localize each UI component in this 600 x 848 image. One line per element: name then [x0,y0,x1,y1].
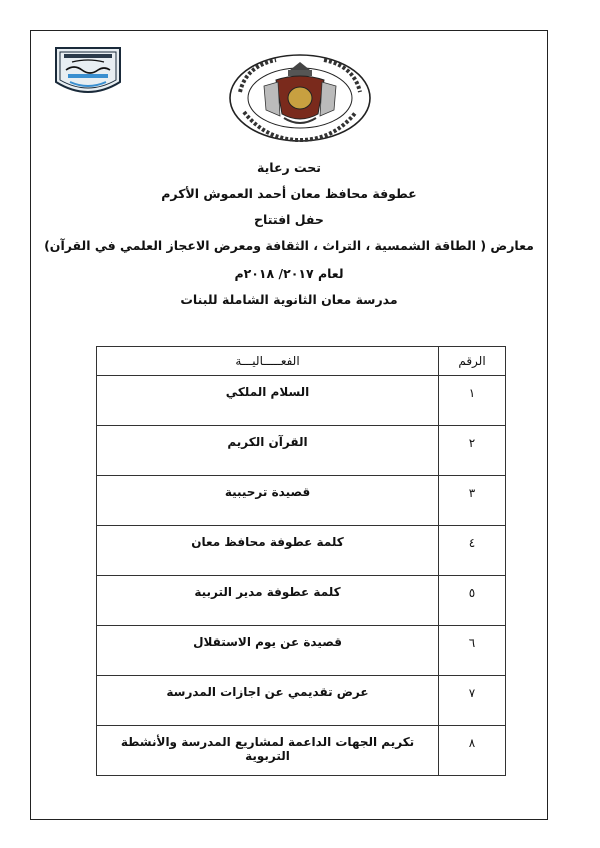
row-activity: تكريم الجهات الداعمة لمشاريع المدرسة والأنشطة التربوية [97,726,439,776]
row-activity: قصيدة ترحيبية [97,476,439,526]
row-number: ٧ [439,676,506,726]
row-number: ٢ [439,426,506,476]
row-number: ١ [439,376,506,426]
table-row [97,576,506,626]
column-header-number: الرقم [439,347,506,376]
row-activity: قصيدة عن يوم الاستقلال [97,626,439,676]
table-header-row [97,347,506,376]
table-row [97,476,506,526]
table-row [97,626,506,676]
row-activity: كلمة عطوفة مدير التربية [97,576,439,626]
row-number: ٣ [439,476,506,526]
school-heading: مدرسة معان الثانوية الشاملة للبنات [180,292,398,307]
table-row [97,526,506,576]
table-row [97,726,506,776]
patron-heading: عطوفة محافظ معان أحمد العموش الأكرم [161,186,417,201]
under-patronage-heading: تحت رعاية [257,160,321,175]
row-number: ٤ [439,526,506,576]
year-heading: لعام ٢٠١٧/ ٢٠١٨م [234,266,344,281]
row-number: ٥ [439,576,506,626]
table-row [97,426,506,476]
row-activity: القرآن الكريم [97,426,439,476]
program-table [96,346,506,776]
exhibitions-heading: معارض ( الطاقة الشمسية ، التراث ، الثقافة ومعرض الاعجاز العلمي في القرآن) [44,238,534,253]
row-number: ٨ [439,726,506,776]
table-row [97,676,506,726]
row-activity: عرض تقديمي عن اجازات المدرسة [97,676,439,726]
row-activity: كلمة عطوفة محافظ معان [97,526,439,576]
school-logo-icon [50,44,126,98]
row-activity: السلام الملكي [97,376,439,426]
row-number: ٦ [439,626,506,676]
event-heading: حفل افتتاح [254,212,324,227]
table-row [97,376,506,426]
ministry-emblem-icon [226,52,374,144]
column-header-activity: الفعـــــاليـــة [97,347,439,376]
